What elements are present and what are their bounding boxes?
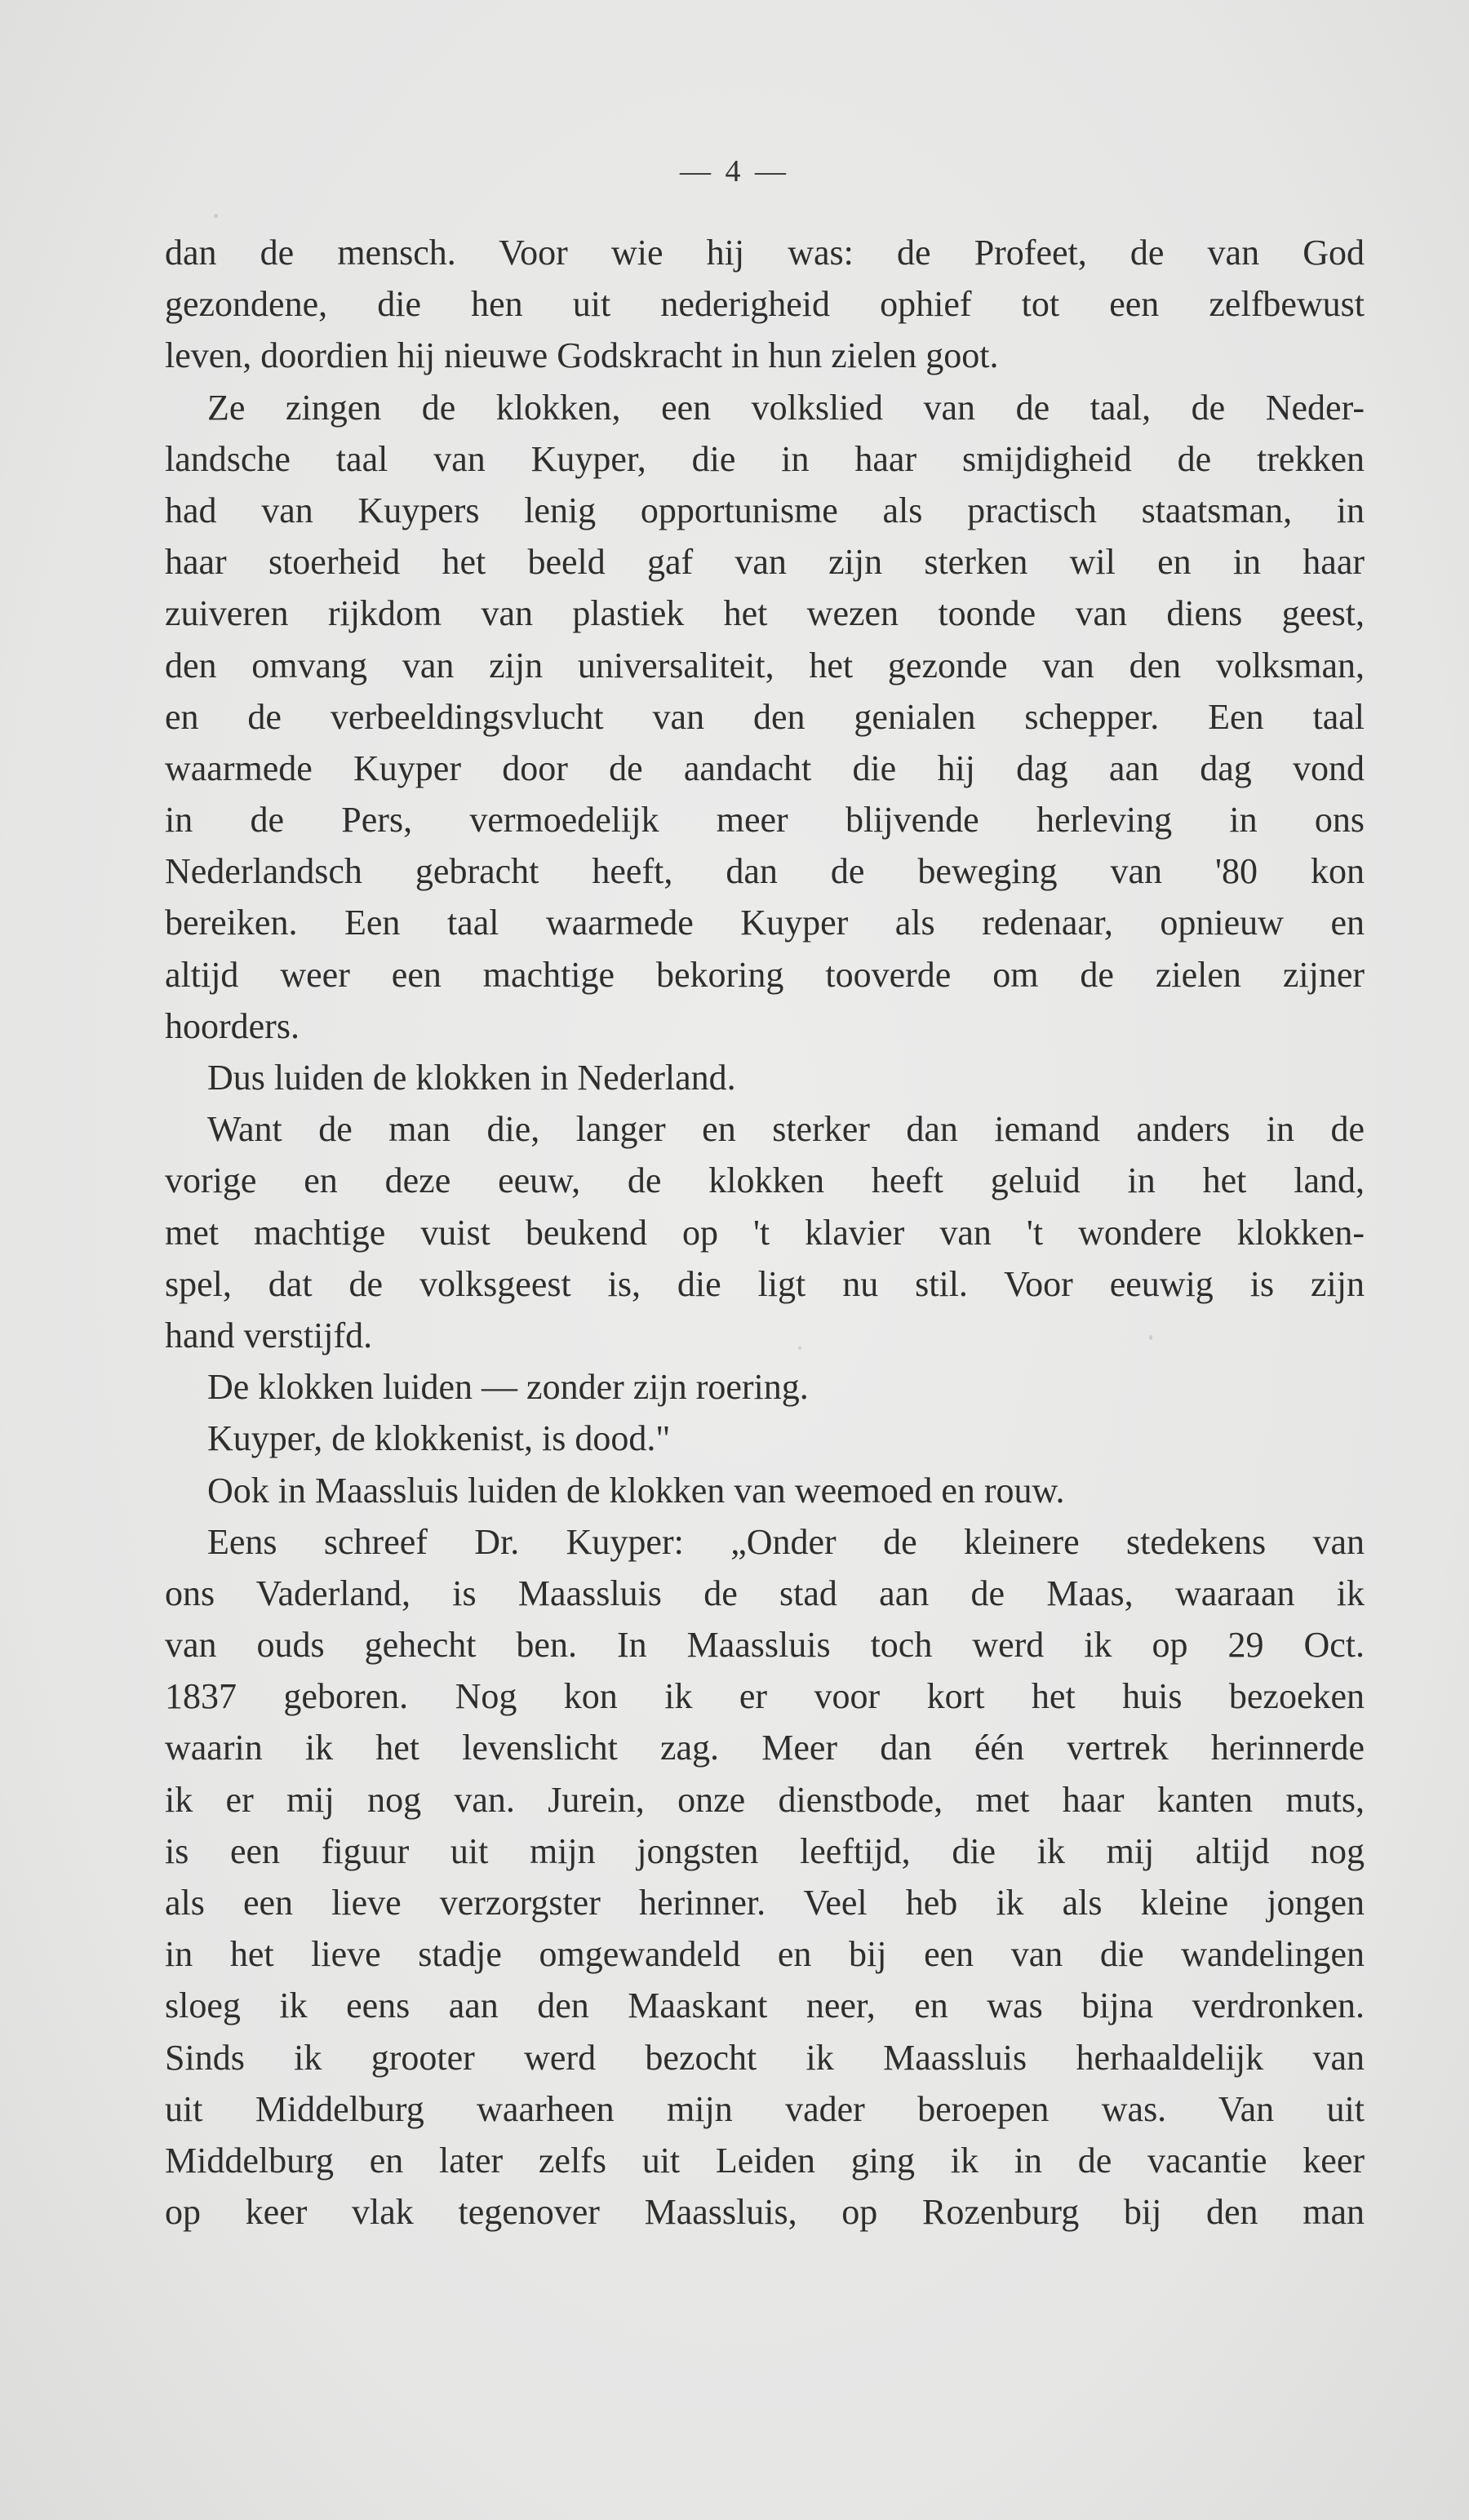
text-line: Dus luiden de klokken in Nederland. [207, 1058, 736, 1098]
paper-speck [214, 214, 218, 218]
text-line: Eens schreef Dr. Kuyper: „Onder de kleinere stedekens van [207, 1521, 1365, 1562]
text-line: als een lieve verzorgster herinner. Veel heb ik als kleine jongen [165, 1883, 1365, 1923]
text-line: landsche taal van Kuyper, die in haar smijdigheid de trekken [165, 438, 1365, 479]
text-line: waarmede Kuyper door de aandacht die hij dag aan dag vond [165, 748, 1365, 788]
text-line: Middelburg en later zelfs uit Leiden ging ik in de vacantie keer [165, 2140, 1365, 2181]
text-line: uit Middelburg waarheen mijn vader beroepen was. Van uit [165, 2088, 1365, 2129]
text-line: den omvang van zijn universaliteit, het gezonde van den volksman, [165, 645, 1365, 685]
text-line: haar stoerheid het beeld gaf van zijn sterken wil en in haar [165, 542, 1365, 583]
text-line: De klokken luiden — zonder zijn roering. [207, 1367, 809, 1408]
text-line: is een figuur uit mijn jongsten leeftijd, die ik mij altijd nog [165, 1830, 1365, 1871]
text-line: 1837 geboren. Nog kon ik er voor kort het huis bezoeken [165, 1676, 1365, 1717]
text-line: en de verbeeldingsvlucht van den genialen schepper. Een taal [165, 696, 1365, 737]
text-line: bereiken. Een taal waarmede Kuyper als redenaar, opnieuw en [165, 903, 1365, 943]
text-line: in het lieve stadje omgewandeld en bij een van die wandelingen [165, 1934, 1365, 1975]
text-line: Ze zingen de klokken, een volkslied van de taal, de Neder- [207, 387, 1365, 428]
text-line: zuiveren rijkdom van plastiek het wezen toonde van diens geest, [165, 593, 1365, 634]
paper-speck [1149, 1335, 1152, 1340]
body-text [165, 227, 1365, 2238]
text-line: ons Vaderland, is Maassluis de stad aan de Maas, waaraan ik [165, 1573, 1365, 1613]
text-line: met machtige vuist beukend op 't klavier van 't wondere klokken- [165, 1212, 1365, 1253]
text-line: Want de man die, langer en sterker dan iemand anders in de [207, 1109, 1365, 1150]
text-line: leven, doordien hij nieuwe Godskracht in hun zielen goot. [165, 335, 999, 376]
text-line: hand verstijfd. [165, 1315, 373, 1355]
text-line: vorige en deze eeuw, de klokken heeft geluid in het land, [165, 1160, 1365, 1201]
text-line: op keer vlak tegenover Maassluis, op Rozenburg bij den man [165, 2192, 1365, 2233]
page-number: — 4 — [680, 154, 789, 189]
text-line: hoorders. [165, 1005, 300, 1046]
text-line: sloeg ik eens aan den Maaskant neer, en was bijna verdronken. [165, 1985, 1365, 2026]
text-line: altijd weer een machtige bekoring tooverde om de zielen zijner [165, 954, 1365, 995]
paper-speck [798, 1347, 801, 1350]
text-line: had van Kuypers lenig opportunisme als practisch staatsman, in [165, 490, 1365, 530]
text-line: dan de mensch. Voor wie hij was: de Profeet, de van God [165, 233, 1365, 273]
text-line: Kuyper, de klokkenist, is dood." [207, 1418, 671, 1459]
text-line: Ook in Maassluis luiden de klokken van weemoed en rouw. [207, 1470, 1065, 1511]
text-line: Nederlandsch gebracht heeft, dan de beweging van '80 kon [165, 851, 1365, 892]
text-line: van ouds gehecht ben. In Maassluis toch werd ik op 29 Oct. [165, 1625, 1365, 1666]
text-line: ik er mij nog van. Jurein, onze dienstbode, met haar kanten muts, [165, 1779, 1365, 1820]
text-line: in de Pers, vermoedelijk meer blijvende herleving in ons [165, 800, 1365, 841]
text-line: spel, dat de volksgeest is, die ligt nu stil. Voor eeuwig is zijn [165, 1263, 1365, 1304]
text-line: gezondene, die hen uit nederigheid ophief tot een zelfbewust [165, 284, 1365, 325]
text-line: Sinds ik grooter werd bezocht ik Maassluis herhaaldelijk van [165, 2037, 1365, 2078]
text-line: waarin ik het levenslicht zag. Meer dan één vertrek herinnerde [165, 1728, 1365, 1768]
